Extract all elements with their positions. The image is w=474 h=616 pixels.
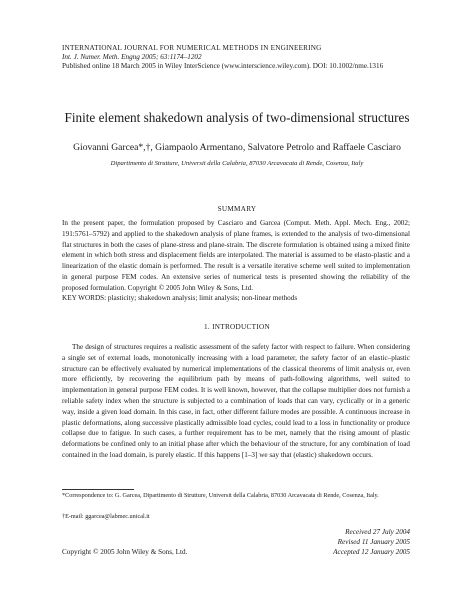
author-list: Giovanni Garcea*,†, Giampaolo Armentano, Salvatore Petrolo and Raffaele Casciaro: [73, 142, 401, 153]
publication-info: Published online 18 March 2005 in Wiley InterScience (www.interscience.wiley.com). DOI: 10.1002/nme.1316: [62, 62, 384, 70]
correspondence-footnote: *Correspondence to: G. Garcea, Dipartimento di Strutture, Universit della Calabria, 87030 Arcavacata di Rende, Cosenza, Italy.: [62, 492, 379, 499]
introduction-heading: 1. INTRODUCTION: [204, 323, 270, 331]
affiliation: Dipartimento di Strutture, Universit della Calabria, 87030 Arcavacata di Rende, Cosenza, Italy: [110, 160, 364, 167]
summary-paragraph: In the present paper, the formulation proposed by Casciaro and Garcea (Comput. Meth. Appl. Mech. Eng., 2002; 191:5761–5792) and applied to the shakedown analysis of plane frames, is extended to the analysis of two-dimensional flat structures in both the cases of plane-stress and plane-strain. The discrete formulation is obtained using a mixed finite element in which both stress and displacement fields are interpolated. The material is assumed to be elasto-plastic and a linearization of the elastic domain is performed. The result is a versatile iterative scheme well suited to implementation in general purpose FEM codes. An extensive series of numerical tests is presented showing the reliability of the proposed formulation. Copyright © 2005 John Wiley & Sons, Ltd.: [62, 219, 410, 292]
paper-title: Finite element shakedown analysis of two-dimensional structures: [64, 110, 410, 125]
revised-date: Revised 11 January 2005: [337, 538, 410, 546]
introduction-text: [62, 342, 410, 461]
journal-citation: Int. J. Numer. Meth. Engng 2005; 63:1174–1202: [62, 53, 202, 61]
summary-heading: SUMMARY: [217, 205, 257, 213]
footnote-rule: [62, 489, 134, 490]
summary-text: [62, 218, 410, 294]
email-footnote: †E-mail: ggarcea@labmec.unical.it: [62, 513, 150, 520]
journal-name: INTERNATIONAL JOURNAL FOR NUMERICAL METHODS IN ENGINEERING: [62, 44, 322, 52]
keywords: KEY WORDS: plasticity; shakedown analysis; limit analysis; non-linear methods: [62, 294, 298, 302]
accepted-date: Accepted 12 January 2005: [333, 548, 410, 556]
copyright-notice: Copyright © 2005 John Wiley & Sons, Ltd.: [62, 548, 188, 556]
introduction-paragraph: The design of structures requires a realistic assessment of the safety factor with respect to failure. When considering a single set of external loads, monotonically increasing with a load parameter, the safety factor of an elastic–plastic structure can be effectively evaluated by numerical implementations of the classical theorems of limit analysis or, even more efficiently, by recovering the equilibrium path by means of path-following algorithms, well suited to implementation in general purpose FEM codes. It is well known, however, that the collapse multiplier does not furnish a reliable safety index when the structure is subjected to a combination of loads that can vary, cyclically or in a generic way, inside a given load domain. In this case, in fact, other different failure modes are possible. A continuous increase in plastic deformations, along successive plastically admissible load cycles, could lead to a loss in functionality or produce collapse due to fatigue. In such cases, a further requirement has to be met, namely that the rising amount of plastic deformations be confined only to an initial phase after which the behaviour of the structure, for any combination of load contained in the load domain, is purely elastic. If this happens [1–3] we say that (elastic) shakedown occurs.: [62, 343, 410, 459]
received-date: Received 27 July 2004: [345, 528, 410, 536]
